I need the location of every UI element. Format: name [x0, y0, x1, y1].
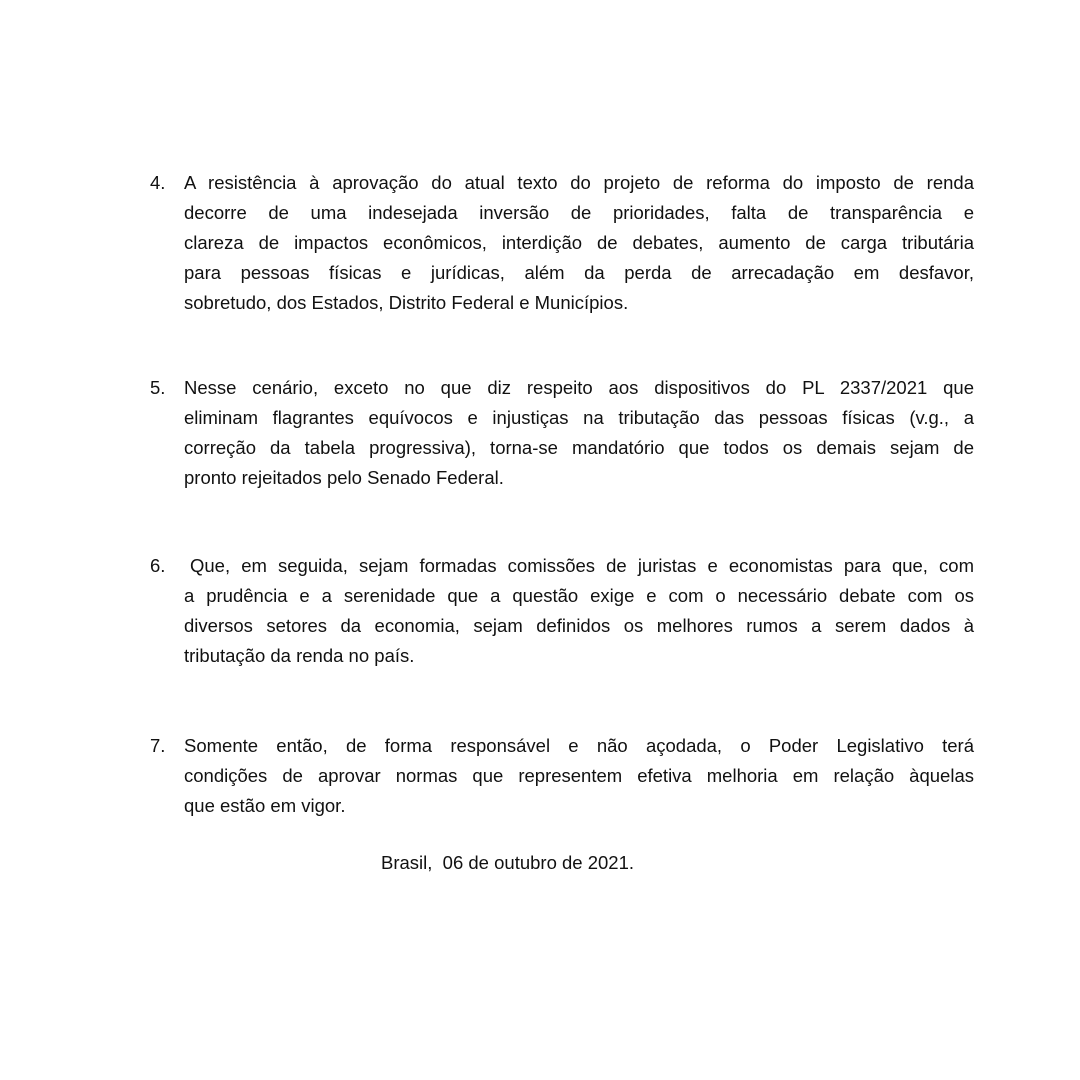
item-line: pronto rejeitados pelo Senado Federal. [184, 467, 504, 488]
item-line: sobretudo, dos Estados, Distrito Federal e Municípios. [184, 292, 629, 313]
item-line: diversos setores da economia, sejam definidos os melhores rumos a serem dados à [184, 615, 974, 636]
list-item-7 [150, 731, 974, 821]
item-line: eliminam flagrantes equívocos e injustiças na tributação das pessoas físicas (v.g., a [184, 407, 974, 428]
item-line: Que, em seguida, sejam formadas comissões de juristas e economistas para que, com [190, 555, 974, 576]
item-number: 5. [150, 377, 166, 398]
item-line: que estão em vigor. [184, 795, 346, 816]
item-number: 6. [150, 555, 166, 576]
signature-date: Brasil, 06 de outubro de 2021. [381, 852, 635, 873]
item-line: Nesse cenário, exceto no que diz respeito aos dispositivos do PL 2337/2021 que [184, 377, 974, 398]
item-line: decorre de uma indesejada inversão de prioridades, falta de transparência e [184, 202, 974, 223]
list-item-5 [150, 373, 974, 493]
item-line: para pessoas físicas e jurídicas, além da perda de arrecadação em desfavor, [184, 262, 974, 283]
item-line: A resistência à aprovação do atual texto do projeto de reforma do imposto de renda [184, 172, 974, 193]
item-number: 4. [150, 172, 166, 193]
item-line: correção da tabela progressiva), torna-se mandatório que todos os demais sejam de [184, 437, 974, 458]
item-line: Somente então, de forma responsável e não açodada, o Poder Legislativo terá [184, 735, 974, 756]
item-line: condições de aprovar normas que representem efetiva melhoria em relação àquelas [184, 765, 974, 786]
item-line: a prudência e a serenidade que a questão exige e com o necessário debate com os [184, 585, 974, 606]
item-line: tributação da renda no país. [184, 645, 415, 666]
list-item-4 [150, 168, 974, 318]
item-number: 7. [150, 735, 166, 756]
item-line: clareza de impactos econômicos, interdição de debates, aumento de carga tributária [184, 232, 974, 253]
list-item-6 [150, 551, 974, 671]
